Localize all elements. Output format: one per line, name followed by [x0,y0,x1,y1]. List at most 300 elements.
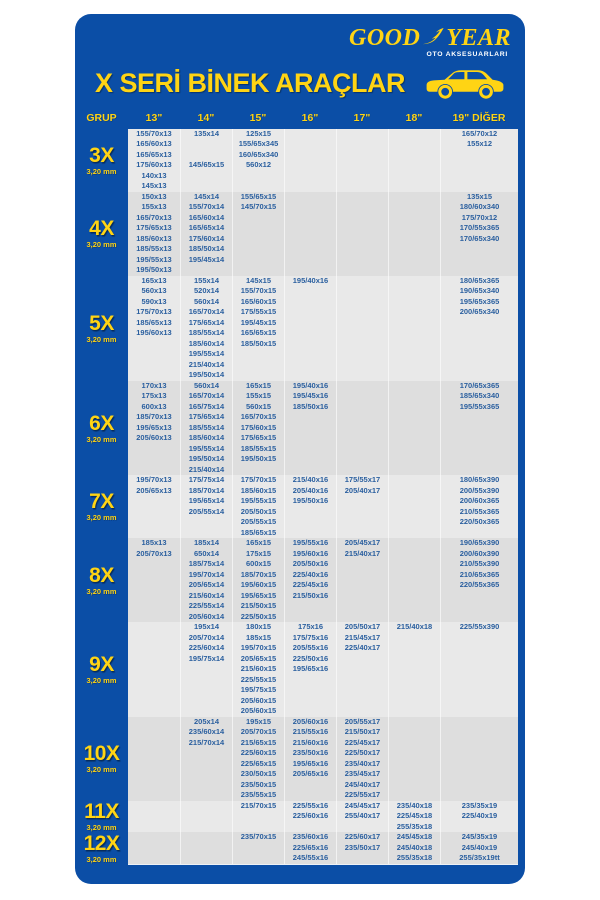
size-cell: 225/65x15 [240,758,277,768]
size-cell: 225/40x17 [344,643,381,653]
size-cell [285,129,336,140]
size-cell: 185/60x15 [240,485,277,495]
group-thickness: 3,20 mm [86,434,117,444]
column-header: GRUP [86,111,117,124]
size-column-13 [128,622,180,717]
size-cell [389,244,440,255]
size-cell: 210/55x365 [459,506,500,516]
size-cell [389,318,440,329]
size-cell: 195/55x16 [292,538,329,548]
size-cell [337,139,388,150]
size-cell [389,433,440,444]
size-cell [389,213,440,224]
size-cell: 170/55x365 [459,223,500,233]
size-cell [441,654,518,665]
size-cell [128,580,180,591]
size-cell: 210/65x365 [459,569,500,579]
size-cell: 175/60x15 [240,422,277,432]
size-cell: 155x12 [466,139,493,149]
size-cell: 195/65x13 [136,422,172,432]
size-cell: 235/50x15 [240,779,277,789]
size-cell [233,822,284,833]
size-cell [337,391,388,402]
group-row-7X [75,475,518,538]
size-cell [441,265,518,276]
group-band [128,192,518,276]
size-cell [389,612,440,623]
size-cell [389,727,440,738]
size-column-16 [284,276,336,381]
size-cell [181,517,232,528]
size-cell [337,402,388,413]
size-cell [285,318,336,329]
size-cell: 215/40x14 [188,359,225,369]
column-header: 18" [405,111,423,124]
size-cell [441,349,518,360]
size-cell: 225/60x17 [344,832,381,842]
size-cell [441,738,518,749]
group-band [128,622,518,717]
size-cell [441,412,518,423]
size-column-19 [440,475,518,538]
title-row [75,59,525,105]
size-cell: 185x14 [193,538,220,548]
size-cell: 560x12 [245,160,272,170]
size-cell [389,507,440,518]
size-cell [389,192,440,203]
group-band [128,832,518,864]
size-cell: 230/50x15 [240,769,277,779]
size-cell [285,234,336,245]
size-cell [181,696,232,707]
size-cell [128,706,180,717]
logo-text-year: YEAR [446,25,511,51]
size-cell: 185/55x15 [240,443,277,453]
size-cell [389,150,440,161]
size-cell [441,601,518,612]
size-cell: 165x15 [245,380,272,390]
size-cell [389,538,440,549]
size-cell: 185/70x15 [240,569,277,579]
group-band [128,475,518,538]
size-cell: 165x13 [141,275,167,285]
size-cell [441,433,518,444]
size-cell [389,412,440,423]
size-cell [285,822,336,833]
size-cell: 235/60x14 [188,727,225,737]
size-cell: 205/60x15 [240,706,277,716]
group-band [128,538,518,622]
size-cell: 195/65x15 [240,590,277,600]
size-cell: 195/60x16 [292,548,329,558]
size-cell: 225/55x14 [188,601,225,611]
size-cell: 205/55x17 [344,716,381,726]
size-cell [389,780,440,791]
size-cell [441,423,518,434]
size-cell [389,738,440,749]
size-cell [285,696,336,707]
size-cell [337,297,388,308]
size-cell [128,780,180,791]
size-cell: 155/65x15 [240,191,277,201]
group-row-9X [75,622,518,717]
group-band [128,801,518,833]
size-cell [441,643,518,654]
size-cell: 195/70x13 [136,475,172,485]
size-cell [128,717,180,728]
size-cell [181,843,232,854]
size-cell: 220/50x365 [459,517,500,527]
goodyear-logo [349,26,511,50]
size-cell [441,160,518,171]
size-cell: 145x14 [193,191,220,201]
size-column-18 [388,381,440,476]
size-cell [389,349,440,360]
size-cell [181,685,232,696]
size-column-19 [440,832,518,864]
size-cell: 255/35x19tt [459,853,500,863]
size-cell [337,192,388,203]
size-cell [441,244,518,255]
size-cell: 600x13 [141,401,167,411]
size-column-14 [180,475,232,538]
size-cell [285,528,336,539]
size-cell [128,696,180,707]
size-cell [441,454,518,465]
group-thickness: 3,20 mm [86,166,117,176]
size-cell [233,213,284,224]
size-cell [389,360,440,371]
size-cell: 180/65x390 [459,475,500,485]
size-column-17 [336,475,388,538]
size-column-17 [336,622,388,717]
size-column-13 [128,832,180,864]
size-column-16 [284,538,336,622]
size-cell: 175/60x14 [188,233,225,243]
size-cell [441,465,518,476]
size-cell: 175x16 [297,622,324,632]
size-cell [233,265,284,276]
group-label-6X [75,381,128,476]
size-cell [285,150,336,161]
size-cell [337,349,388,360]
size-cell [389,370,440,381]
size-column-18 [388,192,440,276]
size-cell [128,559,180,570]
column-header: 19" DİĞER [452,111,506,124]
group-band [128,129,518,192]
size-cell [233,843,284,854]
size-cell: 205/40x16 [292,485,329,495]
size-cell: 225/50x17 [344,748,381,758]
size-cell [285,181,336,192]
group-thickness: 3,20 mm [86,586,117,596]
size-cell: 600x15 [245,559,272,569]
size-column-16 [284,381,336,476]
size-cell [389,601,440,612]
size-cell [233,811,284,822]
size-column-15 [232,381,284,476]
column-header: 17" [353,111,371,124]
size-column-17 [336,129,388,192]
size-column-19 [440,801,518,833]
size-cell: 155/65x345 [238,139,279,149]
size-cell [285,507,336,518]
size-cell: 175/60x13 [136,160,172,170]
size-cell: 190/65x390 [459,538,500,548]
size-cell [128,853,180,864]
size-cell [389,339,440,350]
size-cell: 245/55x16 [292,853,329,863]
size-cell [441,685,518,696]
size-cell [441,255,518,266]
size-column-18 [388,717,440,801]
size-cell: 225/45x16 [292,580,329,590]
size-cell [128,685,180,696]
size-cell: 195/45x15 [240,317,277,327]
size-cell: 245/40x18 [396,842,433,852]
size-cell [128,675,180,686]
car-icon [423,66,507,102]
size-cell [337,507,388,518]
size-cell: 195/40x16 [292,275,329,285]
size-cell: 225/45x18 [396,811,433,821]
size-cell: 215/40x14 [188,464,225,474]
size-cell [337,181,388,192]
size-column-19 [440,717,518,801]
size-column-18 [388,538,440,622]
size-cell: 235/40x18 [396,800,433,810]
size-cell [128,769,180,780]
size-column-13 [128,276,180,381]
size-cell [285,675,336,686]
size-cell [337,496,388,507]
group-label-4X [75,192,128,276]
size-cell: 155/70x15 [240,286,277,296]
size-cell [285,349,336,360]
size-cell: 185/50x15 [240,338,277,348]
size-cell [128,748,180,759]
size-column-19 [440,622,518,717]
size-cell [285,423,336,434]
size-cell: 590x13 [141,296,167,306]
group-row-4X [75,192,518,276]
group-row-5X [75,276,518,381]
size-cell: 205/50x17 [344,622,381,632]
size-cell: 225/60x14 [188,643,225,653]
size-cell: 155x14 [193,275,220,285]
size-cell [389,643,440,654]
size-cell [285,444,336,455]
size-cell: 195/70x14 [188,569,225,579]
size-cell: 205/65x16 [292,769,329,779]
size-cell: 225/55x15 [240,674,277,684]
size-cell [285,370,336,381]
size-cell: 185/55x14 [188,328,225,338]
size-cell [441,171,518,182]
size-cell [337,370,388,381]
size-column-17 [336,381,388,476]
size-cell [389,328,440,339]
size-cell [285,139,336,150]
size-cell [337,559,388,570]
size-cell: 140x13 [141,170,167,180]
size-cell [389,549,440,560]
size-cell: 165/65x15 [240,328,277,338]
size-cell [389,297,440,308]
size-cell [181,811,232,822]
size-cell [337,601,388,612]
group-thickness: 3,20 mm [86,334,117,344]
size-cell: 190/65x340 [459,286,500,296]
size-cell: 215/50x16 [292,590,329,600]
size-cell: 175/55x15 [240,307,277,317]
size-cell: 215/50x17 [344,727,381,737]
size-cell: 145x15 [245,275,272,285]
group-name: 9X [89,653,114,677]
size-cell [233,234,284,245]
size-cell [128,591,180,602]
size-cell [181,790,232,801]
size-cell [337,423,388,434]
size-cell [337,685,388,696]
size-cell: 215/70x14 [188,737,225,747]
size-cell: 245/45x17 [344,800,381,810]
size-cell: 195/65x16 [292,664,329,674]
size-cell [128,843,180,854]
size-cell: 145/65x15 [188,160,225,170]
group-thickness: 3,20 mm [86,676,117,686]
group-row-12X [75,832,518,864]
size-cell: 165/60x14 [188,212,225,222]
size-cell [181,822,232,833]
size-cell [128,444,180,455]
size-column-14 [180,622,232,717]
size-cell: 165/70x14 [188,391,225,401]
group-label-8X [75,538,128,622]
column-header: 16" [301,111,319,124]
group-thickness: 3,20 mm [86,765,117,775]
size-column-15 [232,717,284,801]
size-cell: 165/75x14 [188,401,225,411]
size-cell [128,349,180,360]
size-cell [337,318,388,329]
size-column-16 [284,801,336,833]
group-label-10X [75,717,128,801]
size-cell [389,391,440,402]
group-name: 5X [89,311,114,335]
group-row-10X [75,717,518,801]
size-cell [128,759,180,770]
size-cell: 165/70x13 [136,212,172,222]
size-cell [389,454,440,465]
size-cell: 195/50x16 [292,496,329,506]
size-cell [233,223,284,234]
size-cell: 180/60x340 [459,202,500,212]
size-cell [441,318,518,329]
size-cell: 195/55x14 [188,349,225,359]
size-cell [337,265,388,276]
size-cell [128,643,180,654]
size-cell: 170/65x340 [459,233,500,243]
size-cell: 225/45x17 [344,737,381,747]
size-cell [181,832,232,843]
size-column-19 [440,538,518,622]
size-cell [337,454,388,465]
size-cell: 165/60x13 [136,139,172,149]
size-cell: 235/50x17 [344,842,381,852]
size-cell [441,696,518,707]
size-cell: 185/50x16 [292,401,329,411]
size-cell [128,570,180,581]
size-cell [285,454,336,465]
size-cell: 215/40x16 [292,475,329,485]
size-cell [337,234,388,245]
group-name: 3X [89,143,114,167]
size-cell: 205/70x14 [188,632,225,642]
size-cell [285,171,336,182]
size-cell: 165/70x12 [461,128,498,138]
size-cell: 225/50x15 [240,611,277,621]
size-cell [233,171,284,182]
size-column-16 [284,475,336,538]
size-cell: 215/40x18 [396,622,433,632]
size-cell: 200/60x365 [459,496,500,506]
size-cell: 215/70x15 [240,800,277,810]
size-cell [285,465,336,476]
size-cell [389,654,440,665]
logo-text-good: GOOD [348,25,421,51]
size-cell: 185/65x15 [240,527,277,537]
size-cell [181,853,232,864]
size-cell [441,748,518,759]
size-cell [389,706,440,717]
size-cell: 195/45x14 [188,254,225,264]
size-cell [181,706,232,717]
size-cell [128,822,180,833]
size-column-14 [180,538,232,622]
size-cell [441,444,518,455]
size-cell [389,181,440,192]
size-cell [389,475,440,486]
size-cell [128,370,180,381]
group-row-11X [75,801,518,833]
size-cell [389,402,440,413]
size-cell [128,654,180,665]
group-name: 12X [83,831,120,855]
size-cell [337,465,388,476]
size-cell [285,223,336,234]
size-cell [128,832,180,843]
size-cell: 175/75x16 [292,632,329,642]
size-cell: 185x15 [245,632,272,642]
size-column-14 [180,381,232,476]
size-cell [337,591,388,602]
size-cell [337,202,388,213]
size-cell: 215/60x16 [292,737,329,747]
size-cell [181,181,232,192]
size-cell [337,570,388,581]
table-body [75,129,525,864]
size-cell [337,412,388,423]
size-cell: 205/70x15 [240,727,277,737]
size-cell: 195x14 [193,622,220,632]
size-cell: 155x13 [141,202,167,212]
size-cell: 215/60x14 [188,590,225,600]
table-header-row [75,107,525,129]
size-cell: 225/65x16 [292,842,329,852]
size-cell [441,727,518,738]
